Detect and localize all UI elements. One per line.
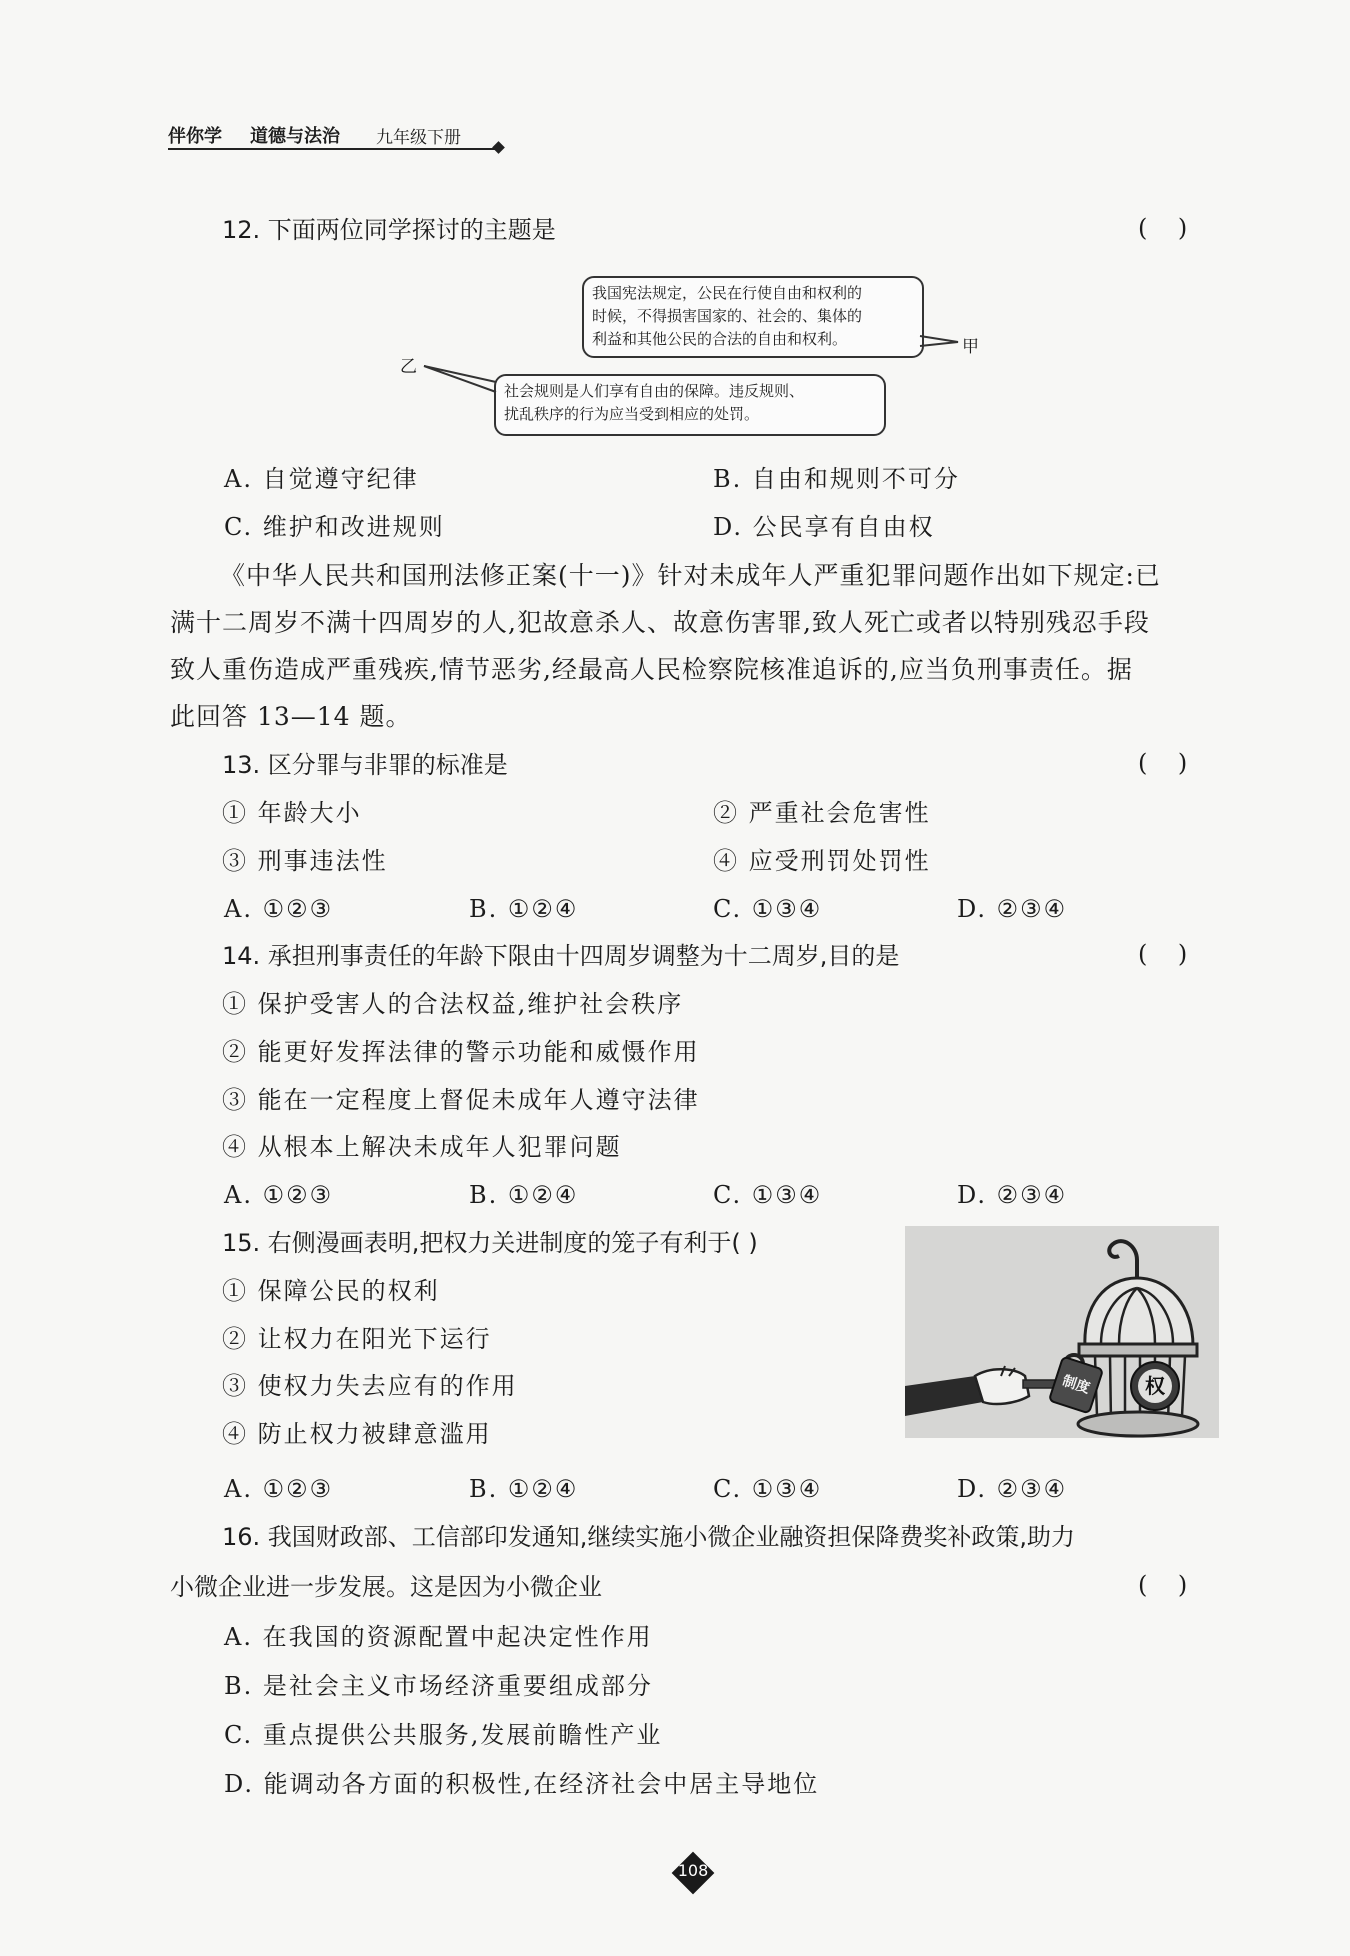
q14-item-3: ③ 能在一定程度上督促未成年人遵守法律 <box>222 1086 700 1114</box>
page-number: 108 <box>677 1861 709 1880</box>
bubble-yi-tail <box>420 360 500 400</box>
bubble-jia-line: 我国宪法规定，公民在行使自由和权利的 <box>592 284 863 302</box>
passage-line: 满十二周岁不满十四周岁的人,犯故意杀人、故意伤害罪,致人死亡或者以特别残忍手段 <box>170 608 1150 637</box>
q15-item-1: ① 保障公民的权利 <box>222 1277 440 1305</box>
subject-name: 道德与法治 <box>250 126 340 147</box>
q12-option-b[interactable]: B. 自由和规则不可分 <box>713 465 960 493</box>
q16-stem-line2: 小微企业进一步发展。这是因为小微企业 <box>170 1573 602 1601</box>
q14-answer-bracket: ( ) <box>1138 940 1188 968</box>
q13-option-b[interactable]: B. ①②④ <box>469 895 579 923</box>
speaker-jia: 甲 <box>962 337 979 357</box>
bubble-yi-line: 扰乱秩序的行为应当受到相应的处罚。 <box>504 405 760 423</box>
q16-option-c[interactable]: C. 重点提供公共服务,发展前瞻性产业 <box>224 1721 663 1749</box>
q15-option-d[interactable]: D. ②③④ <box>957 1475 1068 1503</box>
q16-option-b[interactable]: B. 是社会主义市场经济重要组成部分 <box>224 1672 653 1700</box>
q12-answer-bracket: ( ) <box>1138 214 1188 242</box>
q14-option-c[interactable]: C. ①③④ <box>713 1181 823 1209</box>
cartoon-lock-label: 制度 <box>1060 1373 1092 1397</box>
q13-answer-bracket: ( ) <box>1138 749 1188 777</box>
q13-item-2: ② 严重社会危害性 <box>713 799 931 827</box>
q15-stem: 15. 右侧漫画表明,把权力关进制度的笼子有利于( ) <box>222 1229 758 1257</box>
q12-option-a[interactable]: A. 自觉遵守纪律 <box>224 465 419 493</box>
q14-item-1: ① 保护受害人的合法权益,维护社会秩序 <box>222 990 684 1018</box>
bubble-jia-tail <box>918 330 968 350</box>
bubble-jia-line: 利益和其他公民的合法的自由和权利。 <box>592 330 848 348</box>
q14-item-4: ④ 从根本上解决未成年人犯罪问题 <box>222 1133 622 1161</box>
cartoon-caged-power <box>905 1226 1219 1438</box>
q13-option-d[interactable]: D. ②③④ <box>957 895 1068 923</box>
q13-stem: 13. 区分罪与非罪的标准是 <box>222 751 508 779</box>
q13-item-3: ③ 刑事违法性 <box>222 847 388 875</box>
header-rule <box>168 148 498 150</box>
bubble-yi-line: 社会规则是人们享有自由的保障。违反规则、 <box>504 382 805 400</box>
q16-stem-line1: 16. 我国财政部、工信部印发通知,继续实施小微企业融资担保降费奖补政策,助力 <box>222 1523 1076 1551</box>
speech-bubble-yi <box>494 374 886 436</box>
q14-option-d[interactable]: D. ②③④ <box>957 1181 1068 1209</box>
q14-option-b[interactable]: B. ①②④ <box>469 1181 579 1209</box>
q15-option-c[interactable]: C. ①③④ <box>713 1475 823 1503</box>
q13-item-1: ① 年龄大小 <box>222 799 362 827</box>
q13-item-4: ④ 应受刑罚处罚性 <box>713 847 931 875</box>
q15-option-a[interactable]: A. ①②③ <box>224 1475 334 1503</box>
diamond-icon <box>492 141 505 154</box>
passage-line: 此回答 13—14 题。 <box>170 702 412 731</box>
q12-option-d[interactable]: D. 公民享有自由权 <box>713 513 935 541</box>
q13-option-a[interactable]: A. ①②③ <box>224 895 334 923</box>
q14-item-2: ② 能更好发挥法律的警示功能和威慑作用 <box>222 1038 700 1066</box>
q16-option-a[interactable]: A. 在我国的资源配置中起决定性作用 <box>224 1623 653 1651</box>
q12-option-c[interactable]: C. 维护和改进规则 <box>224 513 445 541</box>
q16-answer-bracket: ( ) <box>1138 1571 1188 1599</box>
q15-item-4: ④ 防止权力被肆意滥用 <box>222 1420 492 1448</box>
series-name: 伴你学 <box>168 126 222 147</box>
q14-stem: 14. 承担刑事责任的年龄下限由十四周岁调整为十二周岁,目的是 <box>222 942 900 970</box>
q15-option-b[interactable]: B. ①②④ <box>469 1475 579 1503</box>
grade-name: 九年级下册 <box>376 128 461 148</box>
q14-option-a[interactable]: A. ①②③ <box>224 1181 334 1209</box>
speaker-yi: 乙 <box>400 357 417 377</box>
speech-bubble-jia <box>582 276 924 358</box>
q13-option-c[interactable]: C. ①③④ <box>713 895 823 923</box>
page-number-badge <box>672 1852 714 1894</box>
q16-option-d[interactable]: D. 能调动各方面的积极性,在经济社会中居主导地位 <box>224 1770 820 1798</box>
q12-stem: 12. 下面两位同学探讨的主题是 <box>222 216 556 244</box>
running-header <box>168 118 503 150</box>
q15-item-2: ② 让权力在阳光下运行 <box>222 1325 492 1353</box>
passage-line: 《中华人民共和国刑法修正案(十一)》针对未成年人严重犯罪问题作出如下规定:已 <box>220 561 1161 590</box>
passage-line: 致人重伤造成严重残疾,情节恶劣,经最高人民检察院核准追诉的,应当负刑事责任。据 <box>170 655 1133 684</box>
bubble-jia-line: 时候，不得损害国家的、社会的、集体的 <box>592 307 863 325</box>
q15-item-3: ③ 使权力失去应有的作用 <box>222 1372 518 1400</box>
cartoon-power-char: 权 <box>1145 1374 1165 1398</box>
